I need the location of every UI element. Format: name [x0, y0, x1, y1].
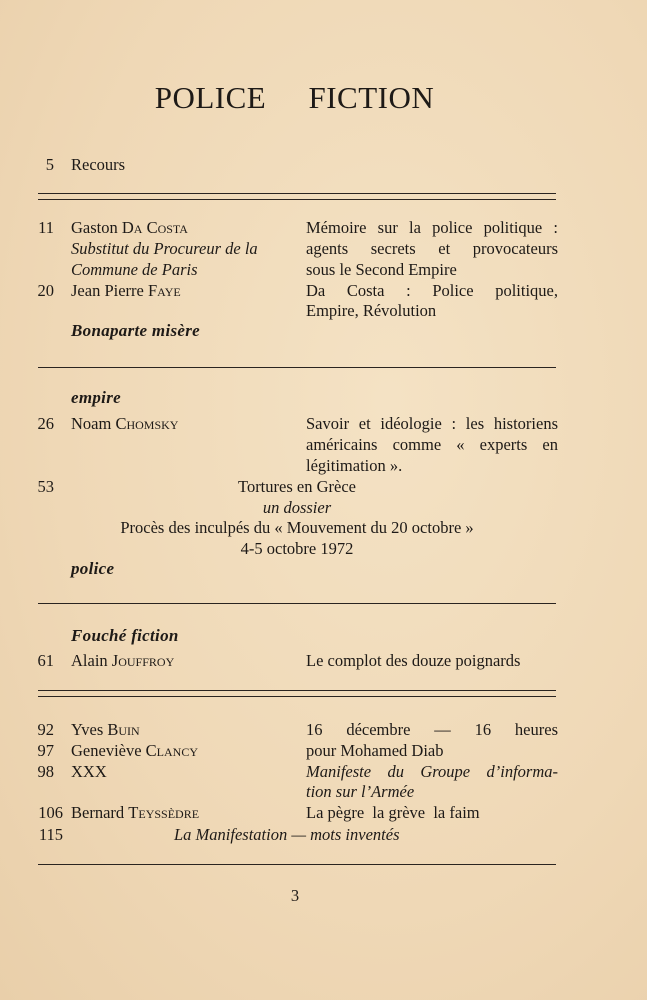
author-first-name: Alain	[71, 651, 108, 670]
author-last-name: Clancy	[145, 741, 199, 760]
author-teyssedre	[71, 803, 199, 823]
author-role-line1: Substitut du Procureur de la	[71, 239, 258, 258]
work-dacosta-line3: sous le Second Empire	[306, 260, 457, 279]
work-jouffroy: Le complot des douze poignards	[306, 651, 521, 670]
entry-grece-date: 4-5 octobre 1972	[240, 539, 354, 558]
author-last-name: Teyssèdre	[128, 803, 200, 822]
page-number-teyssedre: 106	[38, 803, 63, 822]
author-dacosta	[71, 218, 188, 238]
author-last-name: Jouffroy	[111, 651, 175, 670]
page-number-grece: 53	[37, 477, 54, 496]
author-last-name: Da Costa	[121, 218, 188, 237]
page-number-chomsky: 26	[37, 414, 54, 433]
entry-manifestation-dash: —	[287, 825, 311, 844]
entry-manifestation-title: La Manifestation	[174, 825, 288, 844]
rule-2	[38, 367, 556, 368]
work-chomsky-line1: Savoir et idéologie : les historiens	[306, 414, 558, 433]
double-rule-top-1	[38, 193, 556, 194]
author-xxx: XXX	[71, 762, 107, 781]
author-last-name: Faye	[147, 281, 181, 300]
author-first-name: Bernard	[71, 803, 125, 822]
entry-recours: Recours	[71, 155, 126, 174]
author-last-name: Buin	[107, 720, 140, 739]
work-buin: 16 décembre — 16 heures	[306, 720, 558, 739]
work-xxx-line1: Manifeste du Groupe d’informa-	[306, 762, 558, 781]
work-faye-line2: Empire, Révolution	[306, 301, 437, 320]
page-title: POLICE FICTION	[154, 80, 435, 115]
rule-3	[38, 603, 556, 604]
page-number-recours: 5	[45, 155, 54, 174]
entry-grece-line3: Procès des inculpés du « Mouvement du 20 octobre »	[120, 518, 474, 537]
author-first-name: Gaston	[71, 218, 118, 237]
entry-grece-subtitle: un dossier	[262, 498, 332, 517]
author-last-name: Chomsky	[115, 414, 179, 433]
author-first-name: Jean Pierre	[71, 281, 144, 300]
work-dacosta-line1: Mémoire sur la police politique :	[306, 218, 558, 237]
work-dacosta-line2: agents secrets et provocateurs	[306, 239, 558, 258]
page-number-jouffroy: 61	[37, 651, 54, 670]
section-fouche-fiction: Fouché fiction	[71, 626, 179, 645]
author-clancy	[71, 741, 198, 761]
page-number-dacosta: 11	[38, 218, 54, 237]
work-faye-line1: Da Costa : Police politique,	[306, 281, 558, 300]
double-rule-bottom-1	[38, 690, 556, 691]
entry-manifestation	[174, 825, 400, 845]
folio-page-number: 3	[290, 886, 300, 905]
page-number-buin: 92	[37, 720, 54, 739]
page-number-clancy: 97	[37, 741, 54, 760]
author-first-name: Geneviève	[71, 741, 142, 760]
work-chomsky-line3: légitimation ».	[306, 456, 403, 475]
author-first-name: Yves	[71, 720, 104, 739]
page-number-faye: 20	[37, 281, 54, 300]
section-police: police	[71, 559, 115, 578]
page-number-manifestation: 115	[38, 825, 63, 844]
section-bonaparte-misere: Bonaparte misère	[71, 321, 200, 340]
page-number-xxx: 98	[37, 762, 54, 781]
author-faye	[71, 281, 181, 301]
work-chomsky-line2: américains comme « experts en	[306, 435, 558, 454]
author-role-line2: Commune de Paris	[71, 260, 198, 279]
entry-tortures-en-grece: Tortures en Grèce	[238, 477, 356, 496]
work-teyssedre: La pègre la grève la faim	[306, 803, 480, 822]
author-chomsky	[71, 414, 178, 434]
work-clancy: pour Mohamed Diab	[306, 741, 444, 760]
double-rule-bottom-2	[38, 696, 556, 697]
author-buin	[71, 720, 140, 740]
rule-bottom	[38, 864, 556, 865]
double-rule-top-2	[38, 199, 556, 200]
work-xxx-line2: tion sur l’Armée	[306, 782, 415, 801]
entry-manifestation-rest: mots inventés	[310, 825, 400, 844]
section-empire: empire	[71, 388, 121, 407]
author-first-name: Noam	[71, 414, 112, 433]
author-jouffroy	[71, 651, 174, 671]
